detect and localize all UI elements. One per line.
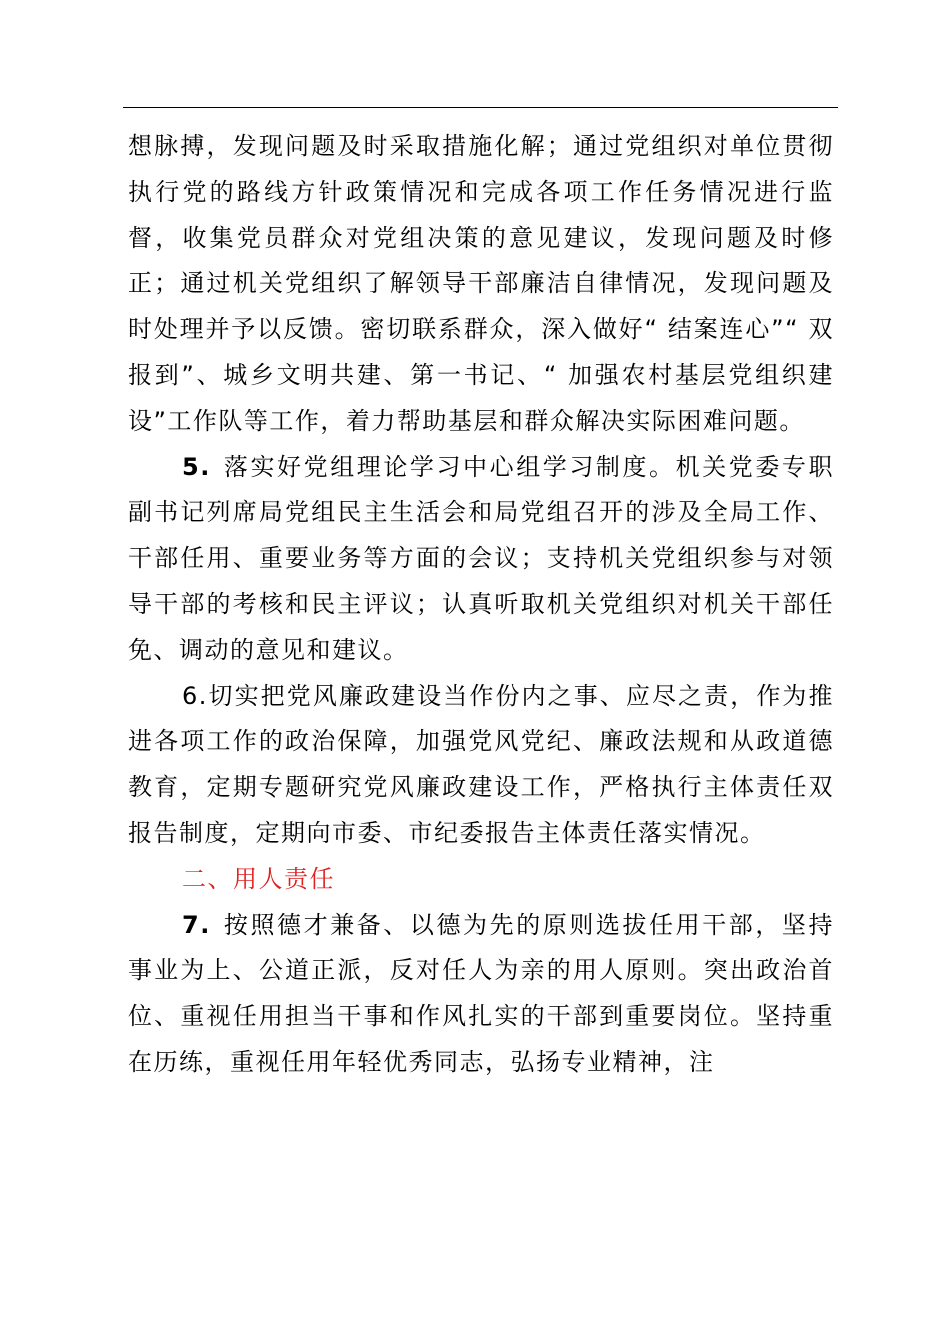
paragraph-text: 想脉搏，发现问题及时采取措施化解；通过党组织对单位贯彻执行党的路线方针政策情况和完成各项工作任务情况进行监督，收集党员群众对党组决策的意见建议，发现问题及时修正；通过机关党组织了解领导干部廉洁自律情况，发现问题及时处理并予以反馈。密切联系群众，深入做好“ 结案连心”“ 双报到”、城乡文明共建、第一书记、“ 加强农村基层党组织建设”工作队等工作，着力帮助基层和群众解决实际困难问题。 — [128, 132, 834, 435]
header-rule — [123, 107, 838, 108]
section-heading — [128, 857, 834, 903]
section-heading-text: 二、用人责任 — [182, 864, 335, 893]
paragraph-7 — [128, 903, 834, 1086]
paragraph-5 — [128, 445, 834, 674]
document-body — [128, 124, 834, 1086]
paragraph-number: 5. — [182, 452, 211, 481]
paragraph-6 — [128, 674, 834, 857]
paragraph-continued — [128, 124, 834, 445]
paragraph-text: 按照德才兼备、以德为先的原则选拔任用干部，坚持事业为上、公道正派，反对任人为亲的用人原则。突出政治首位、重视任用担当干事和作风扎实的干部到重要岗位。坚持重在历练，重视任用年轻优秀同志，弘扬专业精神，注 — [128, 910, 834, 1076]
paragraph-text: 落实好党组理论学习中心组学习制度。机关党委专职副书记列席局党组民主生活会和局党组召开的涉及全局工作、干部任用、重要业务等方面的会议；支持机关党组织参与对领导干部的考核和民主评议；认真听取机关党组织对机关干部任免、调动的意见和建议。 — [128, 452, 834, 664]
paragraph-number: 7. — [182, 910, 211, 939]
paragraph-text: 6.切实把党风廉政建设当作份内之事、应尽之责，作为推进各项工作的政治保障，加强党风党纪、廉政法规和从政道德教育，定期专题研究党风廉政建设工作，严格执行主体责任双报告制度，定期向市委、市纪委报告主体责任落实情况。 — [128, 681, 834, 847]
